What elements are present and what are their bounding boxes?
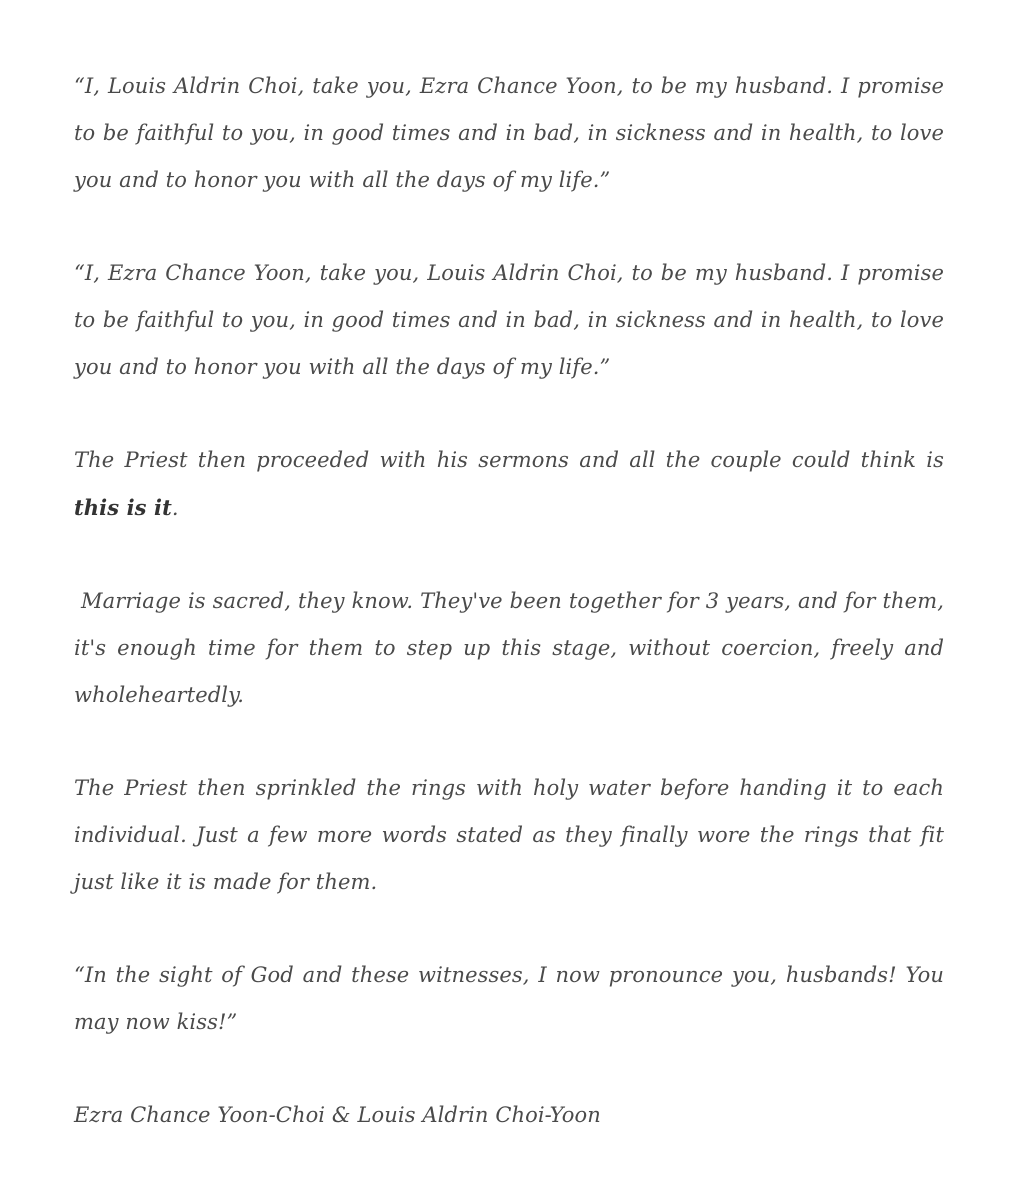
sermon-text: The Priest then proceeded with his sermons and all the couple could think is — [74, 448, 944, 472]
marriage-paragraph: Marriage is sacred, they know. They've been together for 3 years, and for them, it's enough time for them to step up this stage, without coercion, freely and wholeheartedly. — [74, 589, 951, 707]
vow-louis-paragraph: “I, Louis Aldrin Choi, take you, Ezra Chance Yoon, to be my husband. I promise to be faithful to you, in good times and in bad, in sickness and in health, to love you and to honor you with all the days of my life.” — [74, 74, 944, 192]
rings-paragraph: The Priest then sprinkled the rings with holy water before handing it to each individual. Just a few more words stated as they finally wore the rings that fit just like it is made for them. — [74, 776, 944, 894]
sermon-text-end: . — [171, 496, 179, 520]
vow-ezra-paragraph: “I, Ezra Chance Yoon, take you, Louis Aldrin Choi, to be my husband. I promise to be faithful to you, in good times and in bad, in sickness and in health, to love you and to honor you with all the days of my life.” — [74, 261, 944, 379]
signature-names: Ezra Chance Yoon-Choi & Louis Aldrin Choi-Yoon — [74, 1103, 601, 1127]
document-body — [74, 63, 951, 1139]
sermon-paragraph — [74, 437, 944, 532]
emphasis-text: this is it — [74, 495, 172, 520]
pronouncement-paragraph: “In the sight of God and these witnesses, I now pronounce you, husbands! You may now kiss!” — [74, 963, 944, 1034]
